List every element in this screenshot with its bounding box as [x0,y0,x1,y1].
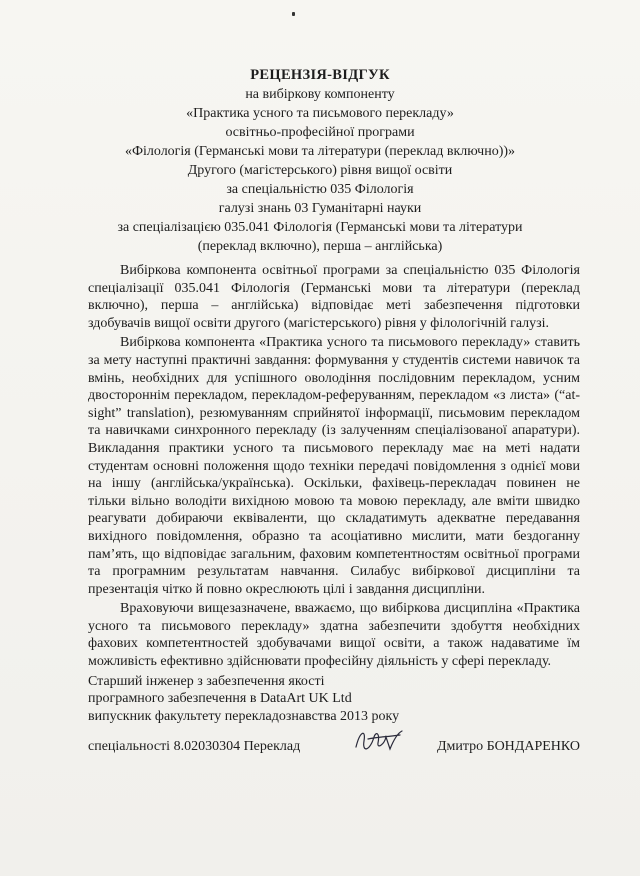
document-body [88,262,580,755]
header-line: галузі знань 03 Гуманітарні науки [218,201,422,216]
paragraph: Враховуючи вищезазначене, вважаємо, що вибіркова дисципліна «Практика усного та письмового перекладу» здатна забезпечити здобуття необхідних фахових компетентностей здобувачами вищої освіти, а також надаватиме їм можливість ефективно здійснювати професійну діяльність у сфері перекладу. [88,601,580,670]
signature-line [88,725,580,755]
graduate-line: випускник факультету перекладознавства 2013 року [88,708,400,724]
handwritten-signature [350,725,410,755]
header-line: «Філологія (Германські мови та літератури (переклад включно))» [124,144,516,159]
position-line: програмного забезпечення в DataArt UK Ltd [88,691,352,707]
document-header [60,66,580,256]
header-line: (переклад включно), перша – англійська) [197,239,443,254]
header-line: Другого (магістерського) рівня вищої освіти [187,163,453,178]
header-line: за спеціалізацією 035.041 Філологія (Германські мови та літератури [117,220,523,235]
specialty-line: спеціальності 8.02030304 Переклад [88,738,301,754]
ink-dot [292,12,295,16]
document-title: РЕЦЕНЗІЯ-ВІДГУК [250,67,390,83]
header-line: освітньо-професійної програми [225,125,415,140]
header-line: «Практика усного та письмового перекладу» [186,106,454,121]
paragraph: Вибіркова компонента «Практика усного та письмового перекладу» ставить за мету наступні практичні завдання: формування у студентів системи навичок та вмінь, необхідних для успішного оволодіння послідовним перекладом, усним двостороннім перекладом, перекладом-реферуванням, перекладом «з листа» (“at-sight” translation), резюмуванням сприйнятої інформації, письмовим перекладом та навичками синхронного перекладу (із залученням спеціалізованої апаратури). Викладання практики усного та письмового перекладу має на меті надати студентам основні положення щодо техніки передачі повідомлення з однієї мови на іншу (англійська/українська). Оскільки, фахівець-перекладач повинен не тільки вільно володіти вихідною мовою та мовою перекладу, але вміти швидко реагувати добираючи еквіваленти, що складатимуть адекватне передавання вихідного повідомлення, образно та асоціативно мислити, мати бездоганну пам’ять, що відповідає загальним, фаховим компетентностям освітньої програми та програмним результатам навчання. Силабус вибіркової дисципліни та презентація чітко й повно окреслюють цілі і завдання дисципліни. [88,335,580,597]
header-line: на вибіркову компоненту [245,87,395,102]
paragraph: Вибіркова компонента освітньої програми за спеціальністю 035 Філологія спеціалізації 035.041 Філологія (Германські мови та літератури (переклад включно), перша – англійська) відповідає меті забезпечення підготовки здобувачів вищої освіти другого (магістерського) рівня у філологічній галузі. [88,263,580,331]
signatory-name: Дмитро БОНДАРЕНКО [436,738,580,754]
signoff-block [88,673,580,756]
header-line: за спеціальністю 035 Філологія [226,182,414,197]
position-line: Старший інженер з забезпечення якості [88,673,325,689]
